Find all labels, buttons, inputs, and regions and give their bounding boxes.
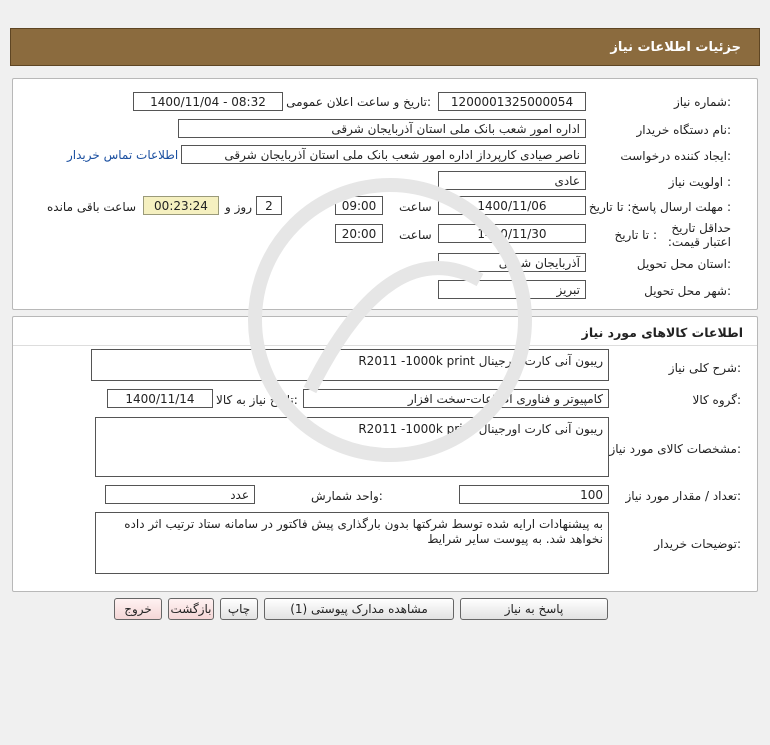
reply-date-field: 1400/11/06: [438, 196, 586, 215]
need-number-field: 1200001325000054: [438, 92, 586, 111]
reply-hour-label: ساعت: [399, 200, 432, 214]
buyer-org-field: اداره امور شعب بانک ملی استان آذربایجان شرقی: [178, 119, 586, 138]
reply-time-field: 09:00: [335, 196, 383, 215]
back-button[interactable]: بازگشت: [168, 598, 214, 620]
requester-field: ناصر صیادی کارپرداز اداره امور شعب بانک ملی استان آذربایجان شرقی: [181, 145, 586, 164]
need-date-field: 1400/11/14: [107, 389, 213, 408]
need-date-label: تاریخ نیاز به کالا:: [216, 393, 298, 407]
goods-section-title: اطلاعات کالاهای مورد نیاز: [581, 325, 743, 340]
need-number-label: شماره نیاز:: [673, 95, 731, 109]
view-attachments-button[interactable]: مشاهده مدارک پیوستی (1): [264, 598, 454, 620]
announce-datetime-label: تاریخ و ساعت اعلان عمومی:: [286, 95, 431, 109]
goods-group-label: گروه کالا:: [692, 393, 741, 407]
goods-specs-label: مشخصات کالای مورد نیاز:: [609, 442, 741, 456]
page-header: [10, 28, 760, 66]
print-button[interactable]: چاپ: [220, 598, 258, 620]
priority-label: اولویت نیاز :: [668, 175, 731, 189]
unit-field: عدد: [105, 485, 255, 504]
goods-group-field: کامپیوتر و فناوری اطلاعات-سخت افزار: [303, 389, 609, 408]
general-desc-field: ریبون آنی کارت اورجینال R2011 -1000k print: [91, 349, 609, 381]
delivery-province-label: استان محل تحویل:: [636, 257, 731, 271]
announce-datetime-field: 1400/11/04 - 08:32: [133, 92, 283, 111]
goods-specs-field: ریبون آنی کارت اورجینال R2011 -1000k print: [95, 417, 609, 477]
day-and-label: روز و: [225, 200, 252, 214]
goods-info-panel: [12, 316, 758, 592]
reply-to-need-button[interactable]: پاسخ به نیاز: [460, 598, 608, 620]
countdown-field: 00:23:24: [143, 196, 219, 215]
validity-time-field: 20:00: [335, 224, 383, 243]
quantity-label: تعداد / مقدار مورد نیاز:: [625, 489, 741, 503]
buyer-org-label: نام دستگاه خریدار:: [636, 123, 731, 137]
unit-label: واحد شمارش:: [311, 489, 383, 503]
exit-button[interactable]: خروج: [114, 598, 162, 620]
priority-field: عادی: [438, 171, 586, 190]
page-header-title: جزئیات اطلاعات نیاز: [610, 39, 741, 55]
buyer-notes-field: به پیشنهادات ارایه شده توسط شرکتها بدون بارگذاری پیش فاکتور در سامانه ستاد ترتیب اثر داده نخواهد شد. به پیوست سایر شرایط: [95, 512, 609, 574]
reply-deadline-label: مهلت ارسال پاسخ: تا تاریخ :: [588, 200, 731, 214]
quantity-field: 100: [459, 485, 609, 504]
buyer-notes-label: توضیحات خریدار:: [654, 537, 741, 551]
validity-to-date-label: تا تاریخ :: [614, 228, 657, 242]
days-left-field: 2: [256, 196, 282, 215]
requester-label: ایجاد کننده درخواست:: [620, 149, 731, 163]
price-validity-label: حداقل تاریخ اعتبار قیمت:: [667, 221, 731, 249]
section-divider: [13, 345, 757, 346]
delivery-city-label: شهر محل تحویل:: [644, 284, 731, 298]
validity-hour-label: ساعت: [399, 228, 432, 242]
delivery-province-field: آذربایجان شرقی: [438, 253, 586, 272]
validity-date-field: 1400/11/30: [438, 224, 586, 243]
buyer-contact-link[interactable]: اطلاعات تماس خریدار: [67, 148, 179, 162]
general-desc-label: شرح کلی نیاز:: [668, 361, 741, 375]
delivery-city-field: تبریز: [438, 280, 586, 299]
need-details-panel: [12, 78, 758, 310]
time-left-label: ساعت باقی مانده: [47, 200, 137, 214]
